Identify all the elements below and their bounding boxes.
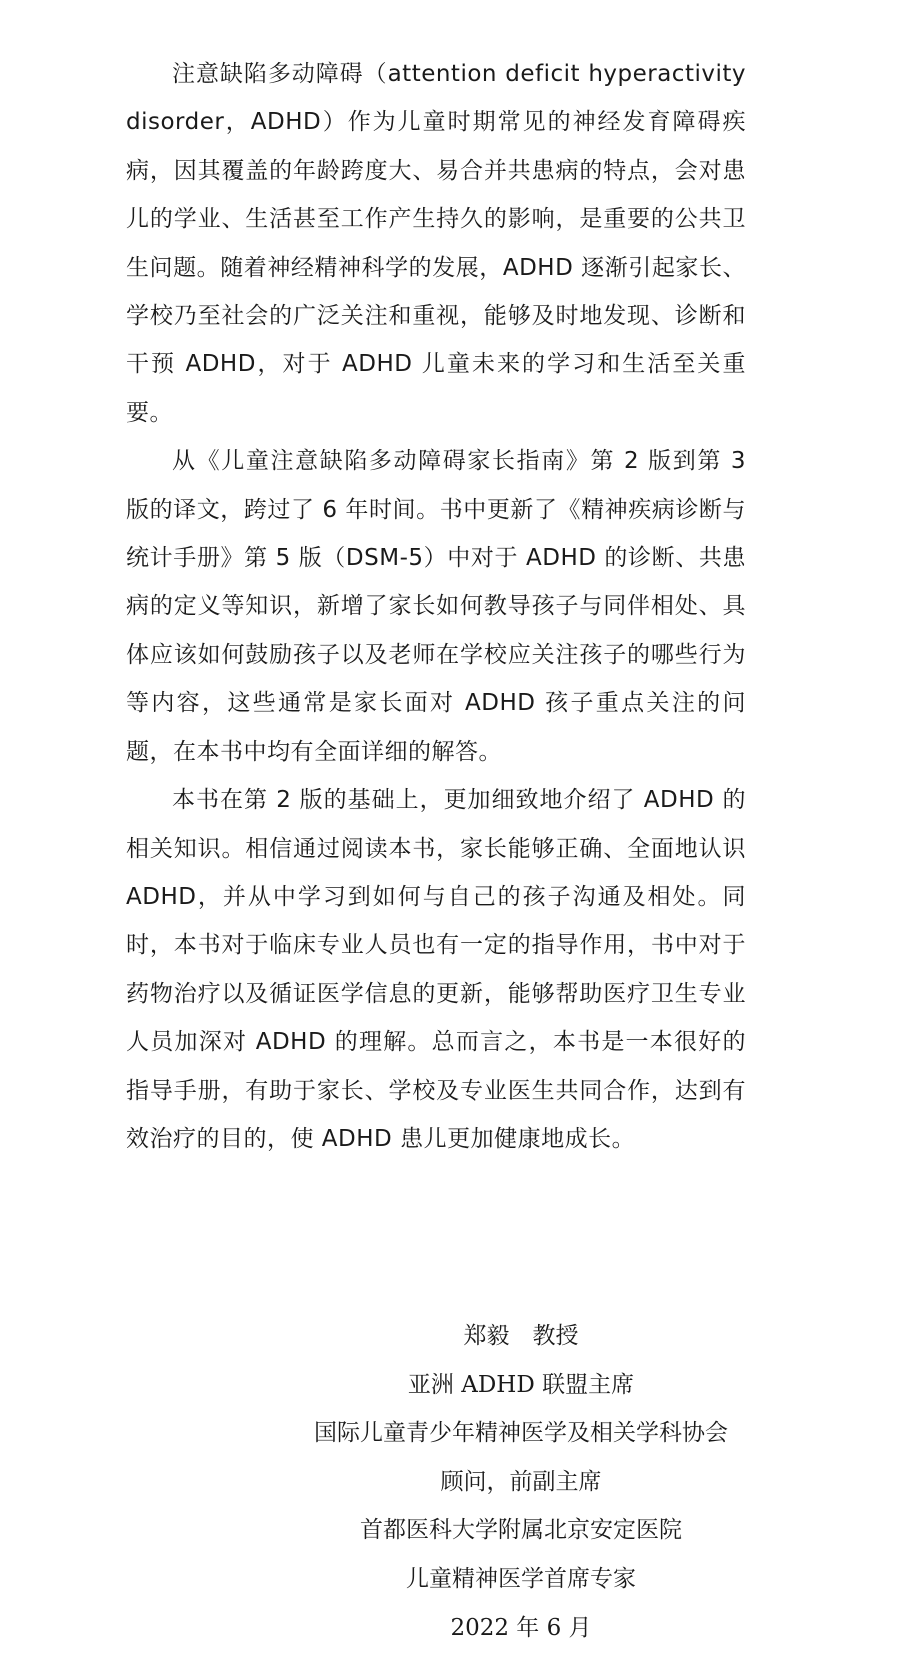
signature-name: 郑毅 教授 — [463, 1323, 579, 1349]
signature-affiliation: 儿童精神医学首席专家 — [406, 1565, 636, 1592]
foreword-body — [126, 50, 746, 1163]
signature-role: 顾问，前副主席 — [440, 1468, 602, 1495]
paragraph-1: 注意缺陷多动障碍（attention deficit hyperactivity disorder，ADHD）作为儿童时期常见的神经发育障碍疾病，因其覆盖的年龄跨度大、易合并共患病的特点，会对患儿的学业、生活甚至工作产生持久的影响，是重要的公共卫生问题。随着神经精神科学的发展，ADHD 逐渐引起家长、学校乃至社会的广泛关注和重视，能够及时地发现、诊断和干预 ADHD，对于 ADHD 儿童未来的学习和生活至关重要。 — [126, 61, 746, 426]
paragraph-3: 本书在第 2 版的基础上，更加细致地介绍了 ADHD 的相关知识。相信通过阅读本书，家长能够正确、全面地认识 ADHD，并从中学习到如何与自己的孩子沟通及相处。同时，本书对于临床专业人员也有一定的指导作用，书中对于药物治疗以及循证医学信息的更新，能够帮助医疗卫生专业人员加深对 ADHD 的理解。总而言之，本书是一本很好的指导手册，有助于家长、学校及专业医生共同合作，达到有效治疗的目的，使 ADHD 患儿更加健康地成长。 — [126, 787, 746, 1152]
paragraph-2: 从《儿童注意缺陷多动障碍家长指南》第 2 版到第 3 版的译文，跨过了 6 年时间。书中更新了《精神疾病诊断与统计手册》第 5 版（DSM-5）中对于 ADHD 的诊断、共患病的定义等知识，新增了家长如何教导孩子与同伴相处、具体应该如何鼓励孩子以及老师在学校应关注孩子的哪些行为等内容，这些通常是家长面对 ADHD 孩子重点关注的问题，在本书中均有全面详细的解答。 — [126, 448, 746, 765]
signature-affiliation: 首都医科大学附属北京安定医院 — [360, 1517, 682, 1544]
signature-role: 亚洲 ADHD 联盟主席 — [407, 1371, 635, 1398]
signature-date: 2022 年 6 月 — [450, 1614, 592, 1641]
signature-role: 国际儿童青少年精神医学及相关学科协会 — [314, 1420, 728, 1447]
signature-block — [276, 1312, 766, 1652]
